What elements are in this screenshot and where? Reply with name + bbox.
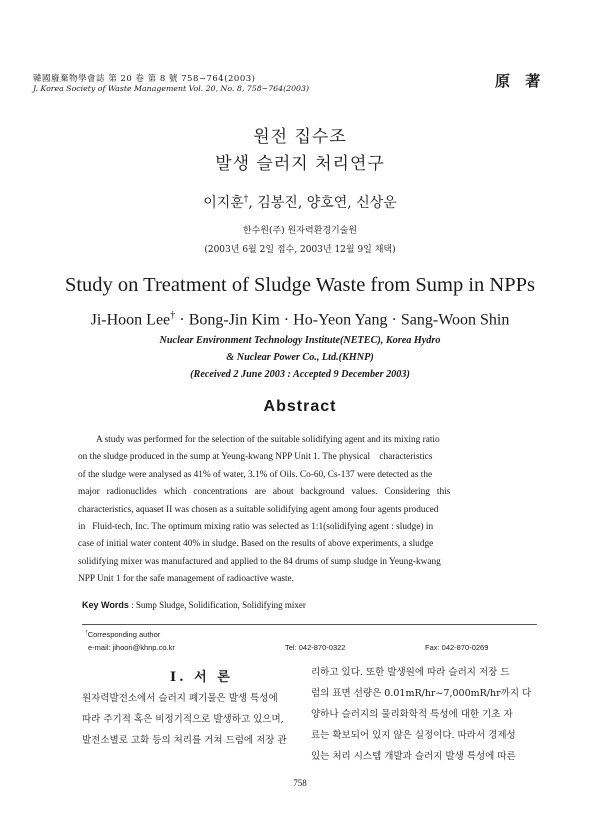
abstract-line: major radionuclides which concentrations are about background values. Considering this xyxy=(78,487,451,498)
english-received-dates: (Received 2 June 2003 : Accepted 9 December 2003) xyxy=(190,369,410,380)
abstract-line: of the sludge were analysed as 41% of water, 3.1% of Oils. Co-60, Cs-137 were detected as the xyxy=(78,469,433,480)
page-number: 758 xyxy=(293,778,307,788)
abstract-line: A study was performed for the selection of the suitable solidifying agent and its mixing ratio xyxy=(96,435,440,445)
abstract-line: on the sludge produced in the sump at Yeung-kwang NPP Unit 1. The physical characteristics xyxy=(78,452,433,463)
body-line: 따라 주기적 혹은 비정기적으로 발생하고 있으며, xyxy=(82,714,284,725)
korean-authors-rest: , 김봉진, 양호연, 신상운 xyxy=(248,195,397,211)
english-author-first: Ji-Hoon Lee xyxy=(90,311,171,329)
footnote-corresponding-label: Corresponding author xyxy=(87,630,161,639)
footnote-fax: Fax: 042-870-0269 xyxy=(425,643,489,652)
korean-affiliation: 한수원(주) 원자력환경기술원 xyxy=(242,226,358,236)
korean-title-line2: 발생 슬러지 처리연구 xyxy=(215,154,385,174)
keywords xyxy=(82,600,306,610)
abstract-line: NPP Unit 1 for the safe management of radioactive waste. xyxy=(78,574,294,585)
footnote-email: e-mail: jihoon@khnp.co.kr xyxy=(88,643,175,652)
body-line: 료는 확보되어 있지 않은 실정이다. 따라서 경제성 xyxy=(311,730,516,741)
english-authors xyxy=(0,310,600,329)
keywords-label: Key Words xyxy=(82,600,129,610)
footnote-divider xyxy=(82,624,537,625)
journal-header-korean: 韓國廢棄物學會誌 第 20 卷 第 8 號 758~764(2003) xyxy=(33,74,256,84)
keywords-text: : Sump Sludge, Solidification, Solidifying mixer xyxy=(128,600,306,610)
abstract-line: case of initial water content 40% in sludge. Based on the results of above experiments, a sludge xyxy=(78,539,434,550)
body-line: 발전소별로 고화 등의 처리를 거쳐 드럼에 저장 관 xyxy=(82,735,287,746)
english-corresponding-mark: † xyxy=(170,310,176,321)
section-heading-introduction: Ⅰ. 서 론 xyxy=(170,670,233,685)
abstract-line: in Fluid-tech, Inc. The optimum mixing ratio was selected as 1:1(solidifying agent : sludge) in xyxy=(78,522,434,533)
korean-author-first: 이지훈 xyxy=(203,195,244,211)
english-affiliation-line1: Nuclear Environment Technology Institute(NETEC), Korea Hydro xyxy=(159,335,441,346)
body-line: 리하고 있다. 또한 발생원에 따라 슬러지 저장 드 xyxy=(311,667,510,678)
corresponding-mark: † xyxy=(243,194,249,205)
abstract-line: solidifying mixer was manufactured and applied to the 84 drums of sump sludge in Yeung-kwang xyxy=(78,556,441,567)
abstract-body xyxy=(78,432,530,589)
body-left-column xyxy=(82,688,296,751)
footnote-mark: † xyxy=(85,630,88,636)
footnote-tel: Tel: 042-870-0322 xyxy=(285,643,346,652)
english-affiliation-line2: & Nuclear Power Co., Ltd.(KHNP) xyxy=(226,352,374,363)
korean-dates: (2003년 6월 2일 접수, 2003년 12월 9일 채택) xyxy=(204,245,396,255)
english-authors-rest: · Bong-Jin Kim · Ho-Yeon Yang · Sang-Woon Shin xyxy=(175,311,510,329)
korean-title-line1: 원전 집수조 xyxy=(253,127,347,147)
body-line: 원자력발전소에서 슬러지 폐기물은 발생 특성에 xyxy=(82,693,278,704)
body-right-column xyxy=(311,662,539,767)
footnote-corresponding xyxy=(85,630,160,639)
abstract-line: characteristics, aquaset II was chosen as a suitable solidifying agent among four agents produced xyxy=(78,504,439,515)
english-title: Study on Treatment of Sludge Waste from Sump in NPPs xyxy=(64,274,536,296)
body-line: 있는 처리 시스템 개발과 슬러지 발생 특성에 따른 xyxy=(311,751,516,762)
body-line: 양하나 슬러지의 물리화학적 특성에 대한 기초 자 xyxy=(311,709,513,720)
journal-header-english: J. Korea Society of Waste Management Vol. 20, No. 8, 758~764(2003) xyxy=(33,84,310,93)
section-tag: 原 著 xyxy=(495,72,546,90)
korean-authors xyxy=(0,192,600,212)
abstract-heading: Abstract xyxy=(263,398,337,415)
body-line: 럼의 표면 선량은 0.01mR/hr~7,000mR/hr까지 다 xyxy=(311,688,532,699)
